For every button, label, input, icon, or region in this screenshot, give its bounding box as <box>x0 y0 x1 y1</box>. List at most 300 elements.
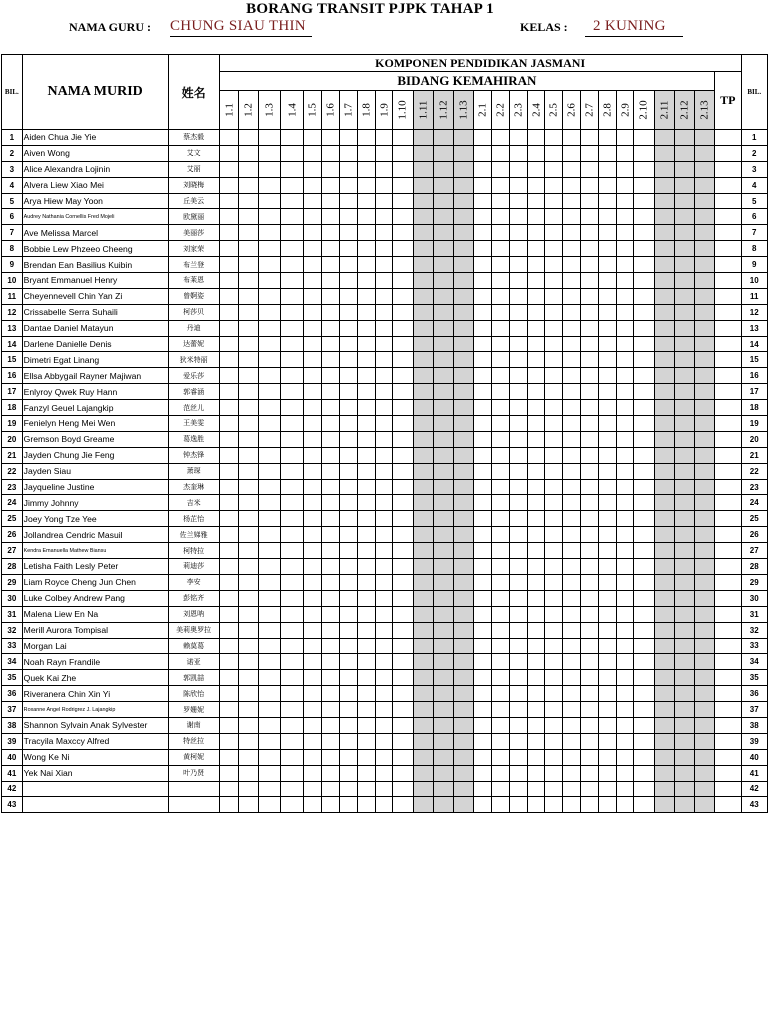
score-cell[interactable] <box>474 543 492 559</box>
score-cell[interactable] <box>357 416 375 432</box>
score-cell[interactable] <box>563 463 581 479</box>
score-cell[interactable] <box>357 781 375 797</box>
tp-cell[interactable] <box>715 765 741 781</box>
score-cell[interactable] <box>598 749 616 765</box>
score-cell[interactable] <box>674 273 694 289</box>
score-cell[interactable] <box>280 511 304 527</box>
score-cell[interactable] <box>393 654 413 670</box>
score-cell[interactable] <box>616 495 634 511</box>
score-cell[interactable] <box>654 527 674 543</box>
score-cell[interactable] <box>433 479 453 495</box>
score-cell[interactable] <box>357 749 375 765</box>
score-cell[interactable] <box>413 241 433 257</box>
score-cell[interactable] <box>491 257 509 273</box>
score-cell[interactable] <box>634 225 654 241</box>
score-cell[interactable] <box>304 590 322 606</box>
score-cell[interactable] <box>563 527 581 543</box>
score-cell[interactable] <box>280 431 304 447</box>
score-cell[interactable] <box>322 447 340 463</box>
score-cell[interactable] <box>280 304 304 320</box>
score-cell[interactable] <box>433 352 453 368</box>
score-cell[interactable] <box>491 749 509 765</box>
score-cell[interactable] <box>634 257 654 273</box>
score-cell[interactable] <box>580 416 598 432</box>
score-cell[interactable] <box>598 161 616 177</box>
score-cell[interactable] <box>357 368 375 384</box>
score-cell[interactable] <box>694 749 714 765</box>
score-cell[interactable] <box>219 447 239 463</box>
score-cell[interactable] <box>491 590 509 606</box>
score-cell[interactable] <box>634 241 654 257</box>
score-cell[interactable] <box>322 638 340 654</box>
score-cell[interactable] <box>453 638 473 654</box>
score-cell[interactable] <box>219 288 239 304</box>
score-cell[interactable] <box>616 765 634 781</box>
tp-cell[interactable] <box>715 717 741 733</box>
score-cell[interactable] <box>433 177 453 193</box>
score-cell[interactable] <box>339 161 357 177</box>
score-cell[interactable] <box>453 416 473 432</box>
score-cell[interactable] <box>509 781 527 797</box>
tp-cell[interactable] <box>715 511 741 527</box>
score-cell[interactable] <box>616 368 634 384</box>
score-cell[interactable] <box>259 400 281 416</box>
score-cell[interactable] <box>563 622 581 638</box>
score-cell[interactable] <box>694 654 714 670</box>
score-cell[interactable] <box>634 749 654 765</box>
score-cell[interactable] <box>433 161 453 177</box>
score-cell[interactable] <box>634 320 654 336</box>
score-cell[interactable] <box>357 574 375 590</box>
score-cell[interactable] <box>598 686 616 702</box>
score-cell[interactable] <box>491 622 509 638</box>
score-cell[interactable] <box>616 209 634 225</box>
score-cell[interactable] <box>375 368 393 384</box>
score-cell[interactable] <box>339 686 357 702</box>
score-cell[interactable] <box>393 686 413 702</box>
score-cell[interactable] <box>598 781 616 797</box>
score-cell[interactable] <box>527 574 545 590</box>
score-cell[interactable] <box>433 225 453 241</box>
score-cell[interactable] <box>654 590 674 606</box>
score-cell[interactable] <box>580 209 598 225</box>
score-cell[interactable] <box>259 686 281 702</box>
score-cell[interactable] <box>304 336 322 352</box>
score-cell[interactable] <box>339 130 357 146</box>
score-cell[interactable] <box>239 431 259 447</box>
tp-cell[interactable] <box>715 797 741 813</box>
score-cell[interactable] <box>453 368 473 384</box>
score-cell[interactable] <box>375 590 393 606</box>
score-cell[interactable] <box>259 797 281 813</box>
score-cell[interactable] <box>674 416 694 432</box>
score-cell[interactable] <box>580 606 598 622</box>
score-cell[interactable] <box>616 145 634 161</box>
score-cell[interactable] <box>219 479 239 495</box>
score-cell[interactable] <box>654 638 674 654</box>
score-cell[interactable] <box>474 702 492 718</box>
score-cell[interactable] <box>413 273 433 289</box>
score-cell[interactable] <box>474 479 492 495</box>
score-cell[interactable] <box>259 559 281 575</box>
score-cell[interactable] <box>304 606 322 622</box>
score-cell[interactable] <box>580 463 598 479</box>
score-cell[interactable] <box>509 479 527 495</box>
score-cell[interactable] <box>616 511 634 527</box>
tp-cell[interactable] <box>715 257 741 273</box>
score-cell[interactable] <box>339 543 357 559</box>
score-cell[interactable] <box>694 670 714 686</box>
score-cell[interactable] <box>509 193 527 209</box>
score-cell[interactable] <box>375 463 393 479</box>
score-cell[interactable] <box>219 241 239 257</box>
score-cell[interactable] <box>219 559 239 575</box>
score-cell[interactable] <box>413 511 433 527</box>
score-cell[interactable] <box>634 384 654 400</box>
score-cell[interactable] <box>433 670 453 686</box>
score-cell[interactable] <box>304 495 322 511</box>
score-cell[interactable] <box>413 352 433 368</box>
score-cell[interactable] <box>393 400 413 416</box>
score-cell[interactable] <box>694 145 714 161</box>
score-cell[interactable] <box>259 463 281 479</box>
score-cell[interactable] <box>393 225 413 241</box>
score-cell[interactable] <box>491 241 509 257</box>
score-cell[interactable] <box>545 559 563 575</box>
score-cell[interactable] <box>674 304 694 320</box>
score-cell[interactable] <box>527 368 545 384</box>
score-cell[interactable] <box>491 559 509 575</box>
score-cell[interactable] <box>674 717 694 733</box>
tp-cell[interactable] <box>715 638 741 654</box>
score-cell[interactable] <box>239 161 259 177</box>
score-cell[interactable] <box>393 543 413 559</box>
score-cell[interactable] <box>474 384 492 400</box>
score-cell[interactable] <box>674 495 694 511</box>
score-cell[interactable] <box>239 400 259 416</box>
score-cell[interactable] <box>474 527 492 543</box>
score-cell[interactable] <box>375 288 393 304</box>
score-cell[interactable] <box>304 479 322 495</box>
tp-cell[interactable] <box>715 431 741 447</box>
score-cell[interactable] <box>674 749 694 765</box>
score-cell[interactable] <box>413 527 433 543</box>
score-cell[interactable] <box>433 654 453 670</box>
score-cell[interactable] <box>474 511 492 527</box>
score-cell[interactable] <box>545 511 563 527</box>
score-cell[interactable] <box>413 733 433 749</box>
tp-cell[interactable] <box>715 749 741 765</box>
tp-cell[interactable] <box>715 304 741 320</box>
score-cell[interactable] <box>280 543 304 559</box>
score-cell[interactable] <box>239 479 259 495</box>
score-cell[interactable] <box>509 463 527 479</box>
score-cell[interactable] <box>219 670 239 686</box>
score-cell[interactable] <box>527 177 545 193</box>
score-cell[interactable] <box>219 177 239 193</box>
score-cell[interactable] <box>598 257 616 273</box>
score-cell[interactable] <box>694 622 714 638</box>
score-cell[interactable] <box>339 574 357 590</box>
score-cell[interactable] <box>491 479 509 495</box>
score-cell[interactable] <box>322 797 340 813</box>
score-cell[interactable] <box>654 225 674 241</box>
score-cell[interactable] <box>474 336 492 352</box>
score-cell[interactable] <box>304 384 322 400</box>
tp-cell[interactable] <box>715 130 741 146</box>
score-cell[interactable] <box>634 717 654 733</box>
score-cell[interactable] <box>491 511 509 527</box>
score-cell[interactable] <box>239 590 259 606</box>
score-cell[interactable] <box>598 717 616 733</box>
score-cell[interactable] <box>634 447 654 463</box>
score-cell[interactable] <box>563 225 581 241</box>
score-cell[interactable] <box>563 130 581 146</box>
score-cell[interactable] <box>453 670 473 686</box>
score-cell[interactable] <box>304 161 322 177</box>
score-cell[interactable] <box>219 797 239 813</box>
score-cell[interactable] <box>433 447 453 463</box>
score-cell[interactable] <box>280 670 304 686</box>
score-cell[interactable] <box>322 495 340 511</box>
score-cell[interactable] <box>322 574 340 590</box>
score-cell[interactable] <box>598 130 616 146</box>
score-cell[interactable] <box>654 177 674 193</box>
score-cell[interactable] <box>375 257 393 273</box>
score-cell[interactable] <box>474 241 492 257</box>
score-cell[interactable] <box>474 193 492 209</box>
score-cell[interactable] <box>674 257 694 273</box>
score-cell[interactable] <box>339 304 357 320</box>
score-cell[interactable] <box>239 352 259 368</box>
score-cell[interactable] <box>357 304 375 320</box>
score-cell[interactable] <box>527 161 545 177</box>
score-cell[interactable] <box>545 527 563 543</box>
score-cell[interactable] <box>674 368 694 384</box>
score-cell[interactable] <box>239 288 259 304</box>
score-cell[interactable] <box>694 273 714 289</box>
score-cell[interactable] <box>357 479 375 495</box>
score-cell[interactable] <box>509 145 527 161</box>
score-cell[interactable] <box>393 495 413 511</box>
tp-cell[interactable] <box>715 495 741 511</box>
score-cell[interactable] <box>474 733 492 749</box>
score-cell[interactable] <box>527 257 545 273</box>
score-cell[interactable] <box>280 241 304 257</box>
score-cell[interactable] <box>393 177 413 193</box>
score-cell[interactable] <box>413 161 433 177</box>
score-cell[interactable] <box>304 638 322 654</box>
score-cell[interactable] <box>545 447 563 463</box>
score-cell[interactable] <box>580 304 598 320</box>
score-cell[interactable] <box>357 559 375 575</box>
score-cell[interactable] <box>413 654 433 670</box>
score-cell[interactable] <box>393 479 413 495</box>
tp-cell[interactable] <box>715 622 741 638</box>
score-cell[interactable] <box>413 574 433 590</box>
score-cell[interactable] <box>598 145 616 161</box>
score-cell[interactable] <box>322 352 340 368</box>
score-cell[interactable] <box>339 193 357 209</box>
score-cell[interactable] <box>357 257 375 273</box>
score-cell[interactable] <box>339 749 357 765</box>
score-cell[interactable] <box>357 527 375 543</box>
score-cell[interactable] <box>598 574 616 590</box>
score-cell[interactable] <box>259 384 281 400</box>
score-cell[interactable] <box>616 686 634 702</box>
score-cell[interactable] <box>304 717 322 733</box>
score-cell[interactable] <box>509 352 527 368</box>
score-cell[interactable] <box>357 463 375 479</box>
score-cell[interactable] <box>357 638 375 654</box>
score-cell[interactable] <box>545 241 563 257</box>
score-cell[interactable] <box>433 257 453 273</box>
score-cell[interactable] <box>580 686 598 702</box>
score-cell[interactable] <box>674 288 694 304</box>
score-cell[interactable] <box>280 590 304 606</box>
score-cell[interactable] <box>563 479 581 495</box>
score-cell[interactable] <box>674 400 694 416</box>
score-cell[interactable] <box>634 209 654 225</box>
score-cell[interactable] <box>527 670 545 686</box>
score-cell[interactable] <box>239 511 259 527</box>
score-cell[interactable] <box>453 606 473 622</box>
score-cell[interactable] <box>280 130 304 146</box>
score-cell[interactable] <box>280 336 304 352</box>
score-cell[interactable] <box>357 161 375 177</box>
score-cell[interactable] <box>433 781 453 797</box>
score-cell[interactable] <box>280 225 304 241</box>
score-cell[interactable] <box>474 717 492 733</box>
score-cell[interactable] <box>694 590 714 606</box>
score-cell[interactable] <box>280 400 304 416</box>
score-cell[interactable] <box>219 225 239 241</box>
score-cell[interactable] <box>375 447 393 463</box>
score-cell[interactable] <box>474 574 492 590</box>
score-cell[interactable] <box>509 177 527 193</box>
score-cell[interactable] <box>545 320 563 336</box>
score-cell[interactable] <box>474 145 492 161</box>
score-cell[interactable] <box>527 463 545 479</box>
score-cell[interactable] <box>280 495 304 511</box>
score-cell[interactable] <box>259 574 281 590</box>
score-cell[interactable] <box>598 241 616 257</box>
score-cell[interactable] <box>304 431 322 447</box>
score-cell[interactable] <box>375 670 393 686</box>
score-cell[interactable] <box>280 320 304 336</box>
score-cell[interactable] <box>393 749 413 765</box>
score-cell[interactable] <box>545 574 563 590</box>
score-cell[interactable] <box>239 304 259 320</box>
score-cell[interactable] <box>393 574 413 590</box>
score-cell[interactable] <box>339 400 357 416</box>
score-cell[interactable] <box>694 241 714 257</box>
score-cell[interactable] <box>375 431 393 447</box>
score-cell[interactable] <box>322 654 340 670</box>
score-cell[interactable] <box>259 749 281 765</box>
score-cell[interactable] <box>413 416 433 432</box>
tp-cell[interactable] <box>715 288 741 304</box>
score-cell[interactable] <box>598 447 616 463</box>
score-cell[interactable] <box>616 177 634 193</box>
score-cell[interactable] <box>616 320 634 336</box>
score-cell[interactable] <box>393 638 413 654</box>
score-cell[interactable] <box>375 797 393 813</box>
score-cell[interactable] <box>580 781 598 797</box>
score-cell[interactable] <box>259 288 281 304</box>
score-cell[interactable] <box>674 209 694 225</box>
score-cell[interactable] <box>304 130 322 146</box>
score-cell[interactable] <box>694 527 714 543</box>
score-cell[interactable] <box>474 670 492 686</box>
score-cell[interactable] <box>339 288 357 304</box>
score-cell[interactable] <box>375 225 393 241</box>
score-cell[interactable] <box>598 368 616 384</box>
score-cell[interactable] <box>259 447 281 463</box>
score-cell[interactable] <box>527 527 545 543</box>
score-cell[interactable] <box>474 400 492 416</box>
score-cell[interactable] <box>219 257 239 273</box>
score-cell[interactable] <box>239 225 259 241</box>
score-cell[interactable] <box>339 670 357 686</box>
score-cell[interactable] <box>654 273 674 289</box>
score-cell[interactable] <box>375 416 393 432</box>
score-cell[interactable] <box>322 431 340 447</box>
score-cell[interactable] <box>509 130 527 146</box>
score-cell[interactable] <box>616 352 634 368</box>
score-cell[interactable] <box>509 574 527 590</box>
score-cell[interactable] <box>694 543 714 559</box>
score-cell[interactable] <box>413 304 433 320</box>
score-cell[interactable] <box>527 717 545 733</box>
score-cell[interactable] <box>563 273 581 289</box>
score-cell[interactable] <box>322 193 340 209</box>
score-cell[interactable] <box>322 384 340 400</box>
score-cell[interactable] <box>322 765 340 781</box>
tp-cell[interactable] <box>715 177 741 193</box>
score-cell[interactable] <box>634 559 654 575</box>
score-cell[interactable] <box>509 400 527 416</box>
score-cell[interactable] <box>413 670 433 686</box>
score-cell[interactable] <box>322 733 340 749</box>
score-cell[interactable] <box>357 447 375 463</box>
score-cell[interactable] <box>491 431 509 447</box>
score-cell[interactable] <box>453 495 473 511</box>
score-cell[interactable] <box>433 416 453 432</box>
score-cell[interactable] <box>357 193 375 209</box>
score-cell[interactable] <box>474 749 492 765</box>
score-cell[interactable] <box>509 288 527 304</box>
score-cell[interactable] <box>322 273 340 289</box>
score-cell[interactable] <box>304 273 322 289</box>
score-cell[interactable] <box>259 717 281 733</box>
score-cell[interactable] <box>393 431 413 447</box>
score-cell[interactable] <box>280 288 304 304</box>
score-cell[interactable] <box>509 447 527 463</box>
score-cell[interactable] <box>453 336 473 352</box>
score-cell[interactable] <box>239 622 259 638</box>
score-cell[interactable] <box>322 288 340 304</box>
score-cell[interactable] <box>694 765 714 781</box>
score-cell[interactable] <box>491 273 509 289</box>
score-cell[interactable] <box>433 384 453 400</box>
score-cell[interactable] <box>654 400 674 416</box>
score-cell[interactable] <box>580 257 598 273</box>
score-cell[interactable] <box>527 336 545 352</box>
score-cell[interactable] <box>634 590 654 606</box>
score-cell[interactable] <box>545 606 563 622</box>
score-cell[interactable] <box>375 320 393 336</box>
